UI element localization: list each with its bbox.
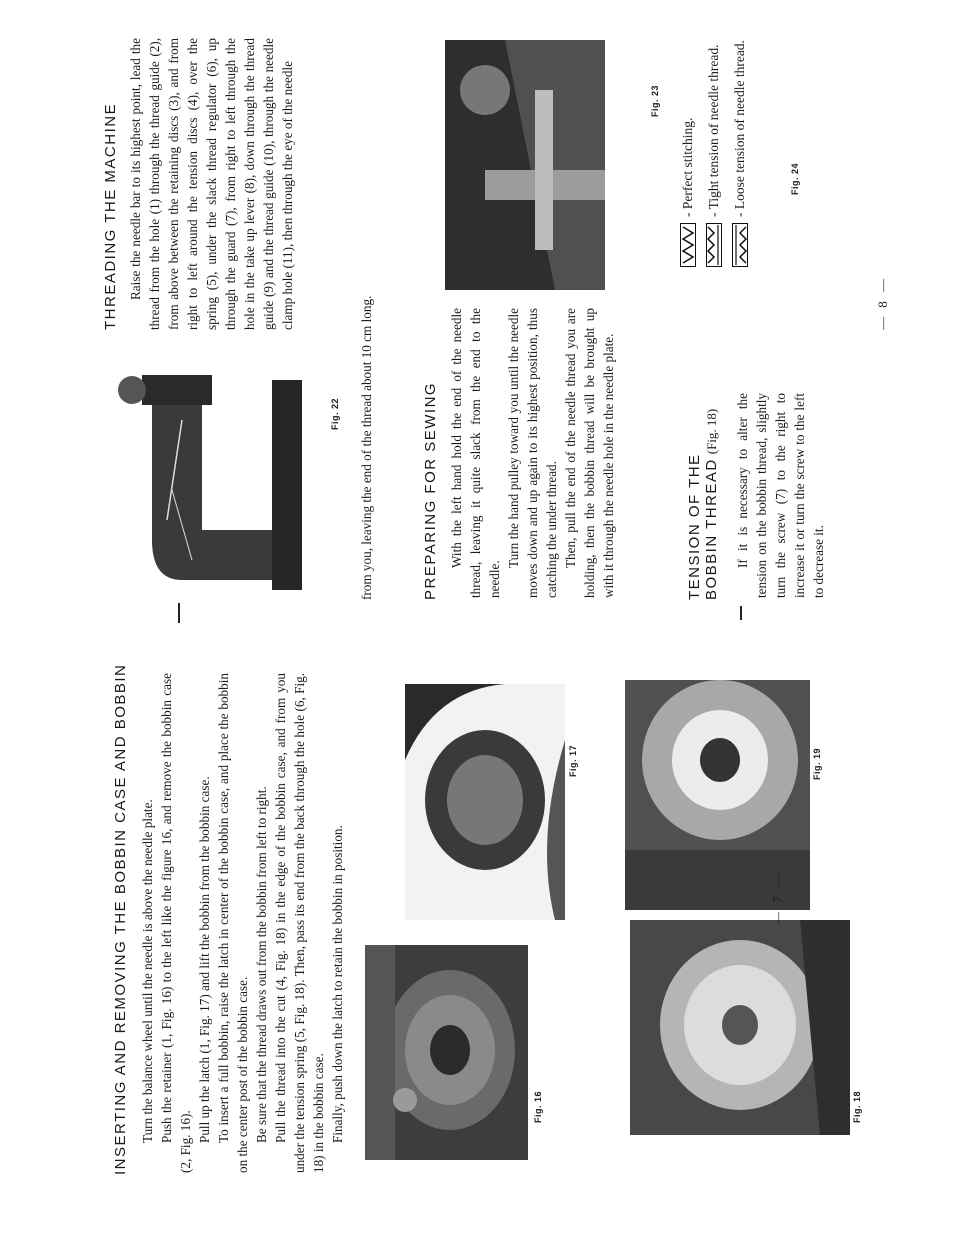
bobbin-step-1: Turn the balance wheel until the needle is above the needle plate. — [140, 799, 155, 1143]
fig19-caption: Fig. 19 — [812, 747, 822, 780]
threading-text: Raise the needle bar to its highest point, lead the thread from the hole (1) through the thread guide (2), from above between the retaining discs (3), and from right to left around the tension discs (4), over the spring (5), under the slack thread regulator (6), up through the guard (7), from right to left through the hole in the take up lever (8), down through the thread guide (9) and the thread guide (10), through the needle clamp hole (11), then through the eye of the needle — [128, 38, 295, 330]
tension-title-bobbin: BOBBIN THREAD — [703, 458, 720, 600]
bobbin-step-5: Be sure that the thread draws out from the bobbin from left to right. — [254, 786, 269, 1143]
bobbin-section-title: INSERTING AND REMOVING THE BOBBIN CASE AND BOBBIN — [112, 663, 129, 1175]
tension-section-title — [686, 409, 721, 600]
fig23-caption: Fig. 23 — [650, 84, 660, 117]
stitch-row-tight — [706, 45, 722, 267]
preparing-section-title: PREPARING FOR SEWING — [422, 381, 439, 600]
preparing-step-1: With the left hand hold the end of the needle thread, leaving it quite slack from the end to the needle. — [449, 308, 502, 598]
bobbin-case-threading-image — [630, 920, 850, 1135]
tension-text: If it is necessary to alter the tension on the bobbin thread, slightly turn the screw (7) to the right to increase it or turn the screw to the left to decrease it. — [735, 393, 826, 598]
fig22-caption: Fig. 22 — [330, 397, 340, 430]
fig18-photo — [630, 920, 850, 1135]
sewing-machine-threading-image — [112, 370, 312, 600]
scan-mark — [740, 606, 742, 620]
fig22-photo — [112, 370, 312, 600]
threading-text-continued: from you, leaving the end of the thread about 10 cm long. — [359, 295, 374, 600]
bobbin-step-4: To insert a full bobbin, raise the latch in center of the bobbin case, and place the bobbin on the center post of the bobbin case. — [216, 673, 250, 1173]
fig16-caption: Fig. 16 — [533, 1090, 543, 1123]
loose-stitch-label: - Loose tension of needle thread. — [732, 40, 747, 217]
page-number-8: — 8 — — [875, 276, 890, 330]
tight-stitch-label: - Tight tension of needle thread. — [706, 44, 721, 217]
bobbin-step-6: Pull the thread into the cut (4, Fig. 18) in the edge of the bobbin case, and from you under the tension spring (5, Fig. 18). Then, pass its end from the back through the hole (6, Fig. 18) in the bobbin case. — [273, 673, 326, 1173]
fig24-caption: Fig. 24 — [790, 162, 800, 195]
needle-thread-guide-image — [445, 40, 605, 290]
tension-title-line-2 — [703, 409, 721, 600]
preparing-instructions — [447, 308, 618, 598]
bobbin-step-2: Push the retainer (1, Fig. 16) to the left like the figure 16, and remove the bobbin case (2, Fig. 16). — [159, 673, 193, 1173]
fig17-caption: Fig. 17 — [568, 744, 578, 777]
loose-stitch-icon — [732, 223, 748, 267]
tension-fig-ref: (Fig. 18) — [704, 408, 719, 455]
tension-title-line-1: TENSION OF THE — [686, 453, 703, 600]
bobbin-latch-image — [405, 684, 565, 920]
scan-mark — [178, 603, 180, 623]
preparing-step-3: Then, pull the end of the needle thread you are holding, then the bobbin thread will be brought up with it through the needle hole in the needle plate. — [563, 308, 616, 598]
fig16-photo — [365, 945, 528, 1160]
threading-section-title: THREADING THE MACHINE — [102, 102, 119, 330]
preparing-step-2: Turn the hand pulley toward you until the needle moves down and up again to its highest position, thus catching the under thread. — [506, 308, 559, 598]
perfect-stitch-label: - Perfect stitching. — [680, 117, 695, 217]
bobbin-step-3: Pull up the latch (1, Fig. 17) and lift the bobbin from the bobbin case. — [197, 776, 212, 1143]
page-number-7: — 7 — — [770, 871, 785, 925]
tight-stitch-icon — [706, 223, 722, 267]
fig17-photo — [405, 684, 565, 920]
bobbin-instructions — [138, 673, 347, 1173]
fig18-caption: Fig. 18 — [852, 1090, 862, 1123]
fig23-photo — [445, 40, 605, 290]
stitch-row-perfect — [680, 118, 696, 267]
stitch-row-loose — [732, 40, 748, 267]
bobbin-case-removal-image — [365, 945, 528, 1160]
perfect-stitch-icon — [680, 223, 696, 267]
bobbin-step-7: Finally, push down the latch to retain the bobbin in position. — [330, 825, 345, 1143]
